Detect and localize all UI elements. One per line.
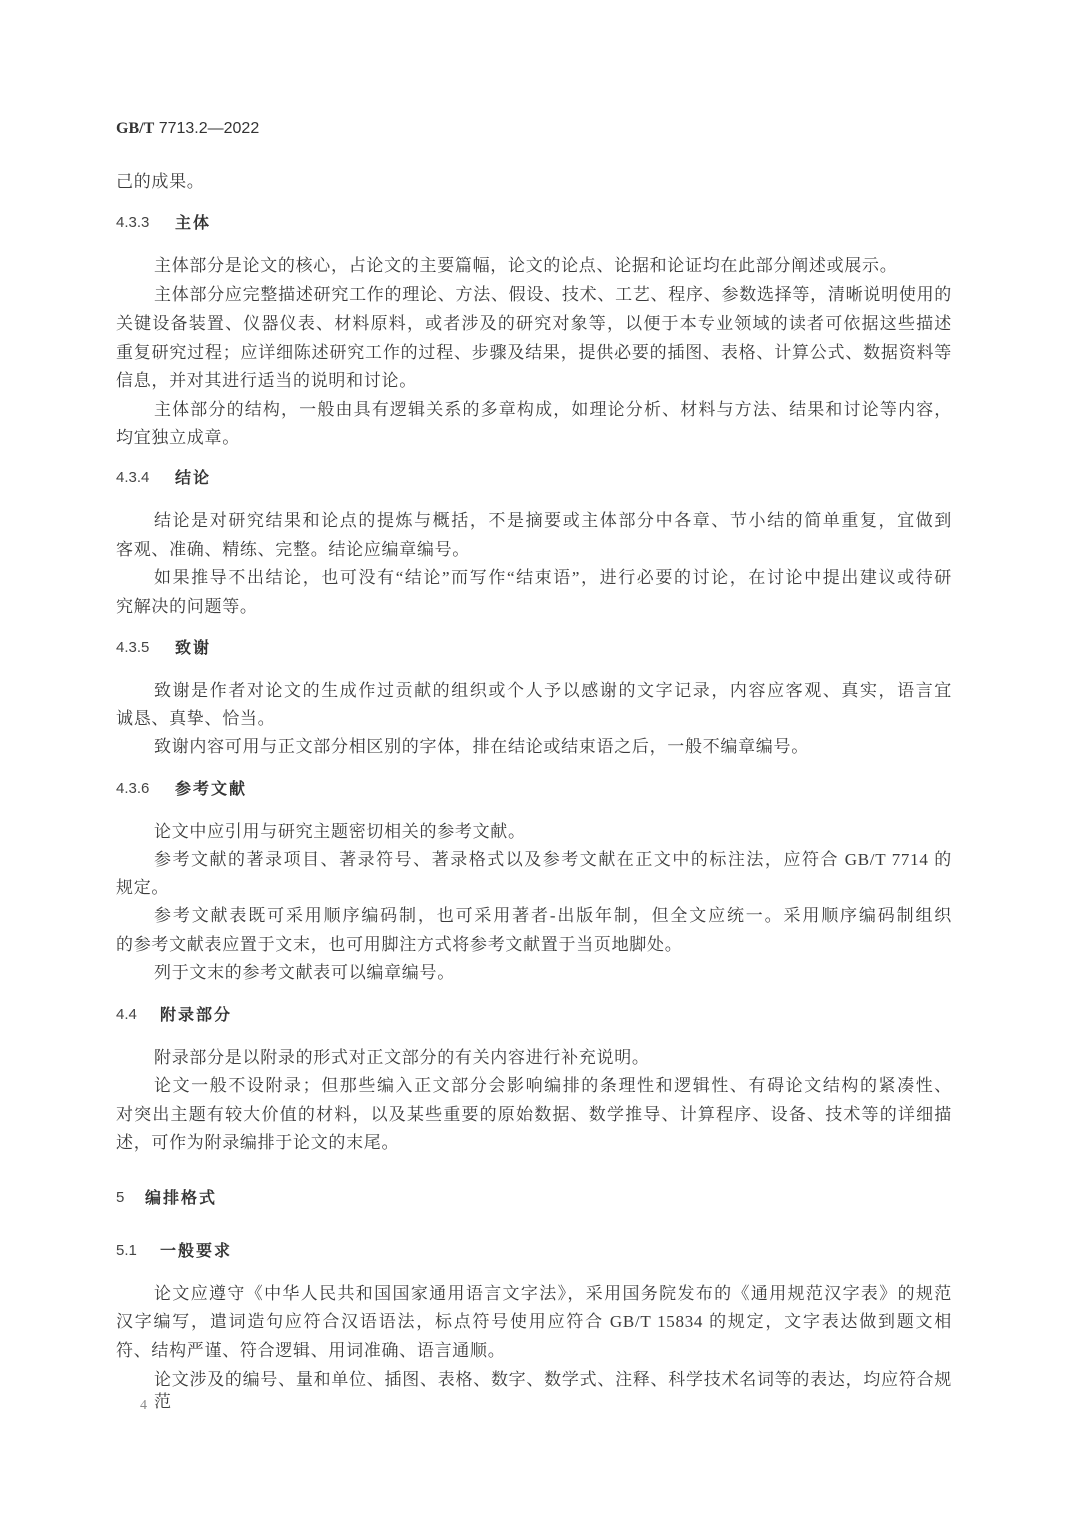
- standard-header: [116, 120, 259, 138]
- standard-prefix: GB/T: [116, 120, 155, 137]
- section-heading: [116, 1240, 416, 1262]
- section-heading: [116, 637, 416, 659]
- paragraph-line: 主体部分是论文的核心，占论文的主要篇幅，论文的论点、论据和论证均在此部分阐述或展示。: [154, 256, 898, 275]
- section-heading: [116, 467, 416, 489]
- paragraph-line: 规定。: [116, 878, 170, 897]
- paragraph-line: 符、结构严谨、符合逻辑、用词准确、语言通顺。: [116, 1341, 506, 1360]
- paragraph-line: 述，可作为附录编排于论文的末尾。: [116, 1133, 400, 1152]
- paragraph-line: 主体部分的结构，一般由具有逻辑关系的多章构成，如理论分析、材料与方法、结果和讨论等内容，: [154, 400, 952, 419]
- paragraph-line: 诚恳、真挚、恰当。: [116, 709, 276, 728]
- paragraph-line: 致谢是作者对论文的生成作过贡献的组织或个人予以感谢的文字记录，内容应客观、真实，语言宜: [154, 681, 952, 700]
- section-heading: [116, 212, 416, 234]
- section-title: 参考文献: [175, 779, 248, 798]
- section-title: 结论: [175, 468, 212, 487]
- section-heading: [116, 1187, 416, 1209]
- section-number: 5.1: [116, 1242, 137, 1259]
- section-title: 编排格式: [145, 1188, 218, 1207]
- standard-number: 7713.2—2022: [158, 120, 260, 137]
- paragraph-line: 究解决的问题等。: [116, 597, 258, 616]
- paragraph-line: 己的成果。: [116, 172, 205, 191]
- section-heading: [116, 778, 416, 800]
- paragraph-line: 论文中应引用与研究主题密切相关的参考文献。: [154, 822, 526, 841]
- paragraph-line: 参考文献的著录项目、著录符号、著录格式以及参考文献在正文中的标注法，应符合 GB/T 7714 的: [154, 850, 952, 869]
- section-title: 一般要求: [160, 1241, 233, 1260]
- paragraph-line: 主体部分应完整描述研究工作的理论、方法、假设、技术、工艺、程序、参数选择等，清晰说明使用的: [154, 285, 952, 304]
- section-title: 附录部分: [160, 1005, 233, 1024]
- paragraph-line: 关键设备装置、仪器仪表、材料原料，或者涉及的研究对象等，以便于本专业领域的读者可依据这些描述: [116, 314, 952, 333]
- paragraph-line: 如果推导不出结论，也可没有“结论”而写作“结束语”，进行必要的讨论，在讨论中提出建议或待研: [154, 568, 952, 587]
- paragraph-line: 的参考文献表应置于文末，也可用脚注方式将参考文献置于当页地脚处。: [116, 935, 683, 954]
- paragraph-line: 论文一般不设附录；但那些编入正文部分会影响编排的条理性和逻辑性、有碍论文结构的紧凑性、: [154, 1076, 952, 1095]
- page-number: 4: [140, 1398, 147, 1413]
- paragraph-line: 致谢内容可用与正文部分相区别的字体，排在结论或结束语之后，一般不编章编号。: [154, 737, 809, 756]
- paragraph-line: 论文应遵守《中华人民共和国国家通用语言文字法》，采用国务院发布的《通用规范汉字表》的规范: [154, 1284, 952, 1303]
- paragraph-line: 列于文末的参考文献表可以编章编号。: [154, 963, 455, 982]
- section-number: 5: [116, 1189, 125, 1206]
- paragraph-line: 结论是对研究结果和论点的提炼与概括，不是摘要或主体部分中各章、节小结的简单重复，宜做到: [154, 511, 952, 530]
- paragraph-line: 对突出主题有较大价值的材料，以及某些重要的原始数据、数学推导、计算程序、设备、技术等的详细描: [116, 1105, 952, 1124]
- section-number: 4.3.4: [116, 469, 150, 486]
- section-heading: [116, 1004, 416, 1026]
- section-title: 致谢: [175, 638, 212, 657]
- paragraph-line: 汉字编写，遣词造句应符合汉语语法，标点符号使用应符合 GB/T 15834 的规定，文字表达做到题文相: [116, 1312, 952, 1331]
- section-number: 4.3.3: [116, 214, 150, 231]
- section-number: 4.4: [116, 1006, 137, 1023]
- paragraph-line: 重复研究过程；应详细陈述研究工作的过程、步骤及结果，提供必要的插图、表格、计算公式、数据资料等: [116, 343, 952, 362]
- paragraph-line: 附录部分是以附录的形式对正文部分的有关内容进行补充说明。: [154, 1048, 650, 1067]
- paragraph-line: 信息，并对其进行适当的说明和讨论。: [116, 371, 417, 390]
- paragraph-line: 论文涉及的编号、量和单位、插图、表格、数字、数学式、注释、科学技术名词等的表达，均应符合规范: [154, 1370, 952, 1411]
- paragraph-line: 客观、准确、精练、完整。结论应编章编号。: [116, 540, 470, 559]
- section-number: 4.3.5: [116, 639, 150, 656]
- paragraph-line: 参考文献表既可采用顺序编码制，也可采用著者-出版年制，但全文应统一。采用顺序编码制组织: [154, 906, 952, 925]
- section-title: 主体: [175, 213, 212, 232]
- paragraph-line: 均宜独立成章。: [116, 428, 240, 447]
- section-number: 4.3.6: [116, 780, 150, 797]
